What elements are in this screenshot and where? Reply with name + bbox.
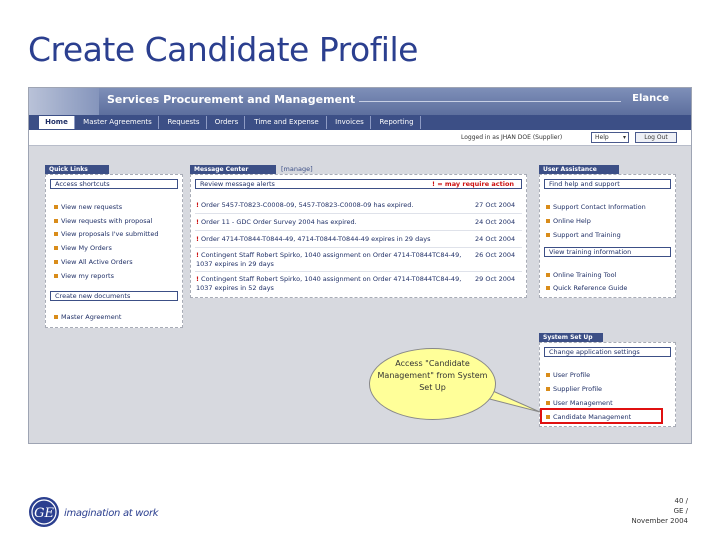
link-user-management[interactable]: User Management [546,399,613,407]
tab-reporting[interactable]: Reporting [373,116,421,129]
training-heading: View training information [544,247,671,257]
message-date: 29 Oct 2004 [475,275,516,283]
tab-requests[interactable]: Requests [161,116,207,129]
link-user-profile[interactable]: User Profile [546,371,590,379]
link-support-contact[interactable]: Support Contact Information [546,203,646,211]
ge-tagline: imagination at work [64,508,159,519]
tab-master-agreements[interactable]: Master Agreements [77,116,159,129]
message-row[interactable]: ! Contingent Staff Robert Spirko, 1040 assignment on Order 4714-T0844TC84-49, 1037 expires in 52 days [196,275,462,292]
change-settings-heading: Change application settings [544,347,671,357]
link-view-requests-with-proposal[interactable]: View requests with proposal [54,217,152,225]
link-training-tool[interactable]: Online Training Tool [546,271,616,279]
review-alerts-heading: Review message alerts ! = may require action [195,179,522,189]
message-date: 24 Oct 2004 [475,235,516,243]
logged-in-text: Logged in as JHAN DOE (Supplier) [461,134,563,141]
message-date: 24 Oct 2004 [475,218,516,226]
link-online-help[interactable]: Online Help [546,217,591,225]
elance-logo: Elance [632,93,669,104]
user-assistance-tab: User Assistance [539,165,619,174]
tab-invoices[interactable]: Invoices [329,116,371,129]
requires-action-note: ! = may require action [432,180,515,188]
callout-bubble: Access "Candidate Management" from System Set Up [369,348,496,420]
candidate-management-highlight [540,408,663,424]
link-candidate-management[interactable]: Candidate Management [546,413,631,421]
org-name: GE / [673,507,688,515]
ge-logo-icon [28,496,60,528]
link-support-training[interactable]: Support and Training [546,231,621,239]
message-row[interactable]: ! Order 4714-T0844-T0844-49, 4714-T0844-T0844-49 expires in 29 days [196,235,431,243]
page-info [632,496,688,526]
message-row[interactable]: ! Order 5457-T0823-C0008-09, 5457-T0823-C0008-09 has expired. [196,201,414,209]
page-number: 40 / [674,497,688,505]
message-center-tab: Message Center [190,165,276,174]
message-date: 26 Oct 2004 [475,251,516,259]
banner-title: Services Procurement and Management [107,93,356,106]
link-view-new-requests[interactable]: View new requests [54,203,122,211]
link-supplier-profile[interactable]: Supplier Profile [546,385,602,393]
link-view-active-orders[interactable]: View All Active Orders [54,258,133,266]
quick-links-tab: Quick Links [45,165,109,174]
access-shortcuts-heading: Access shortcuts [50,179,178,189]
chevron-down-icon: ▾ [622,134,626,141]
logout-button[interactable]: Log Out [635,132,677,143]
slide-date: November 2004 [631,517,688,525]
link-view-submitted-proposals[interactable]: View proposals I've submitted [54,230,158,238]
slide-title: Create Candidate Profile [28,30,418,69]
system-setup-tab: System Set Up [539,333,603,342]
link-master-agreement[interactable]: Master Agreement [54,313,121,321]
svg-text:GE: GE [34,506,54,521]
create-new-heading: Create new documents [50,291,178,301]
tab-time-and-expense[interactable]: Time and Expense [247,116,327,129]
find-help-heading: Find help and support [544,179,671,189]
message-date: 27 Oct 2004 [475,201,516,209]
link-view-my-reports[interactable]: View my reports [54,272,114,280]
message-row[interactable]: ! Contingent Staff Robert Spirko, 1040 assignment on Order 4714-T0844TC84-49, 1037 expires in 29 days [196,251,462,268]
message-row[interactable]: ! Order 11 - GDC Order Survey 2004 has expired. [196,218,357,226]
link-quick-reference[interactable]: Quick Reference Guide [546,284,627,292]
tab-orders[interactable]: Orders [209,116,245,129]
tab-home[interactable]: Home [39,116,75,129]
help-select-value: Help [595,134,609,141]
manage-link[interactable]: [manage] [281,165,313,173]
link-view-my-orders[interactable]: View My Orders [54,244,112,252]
